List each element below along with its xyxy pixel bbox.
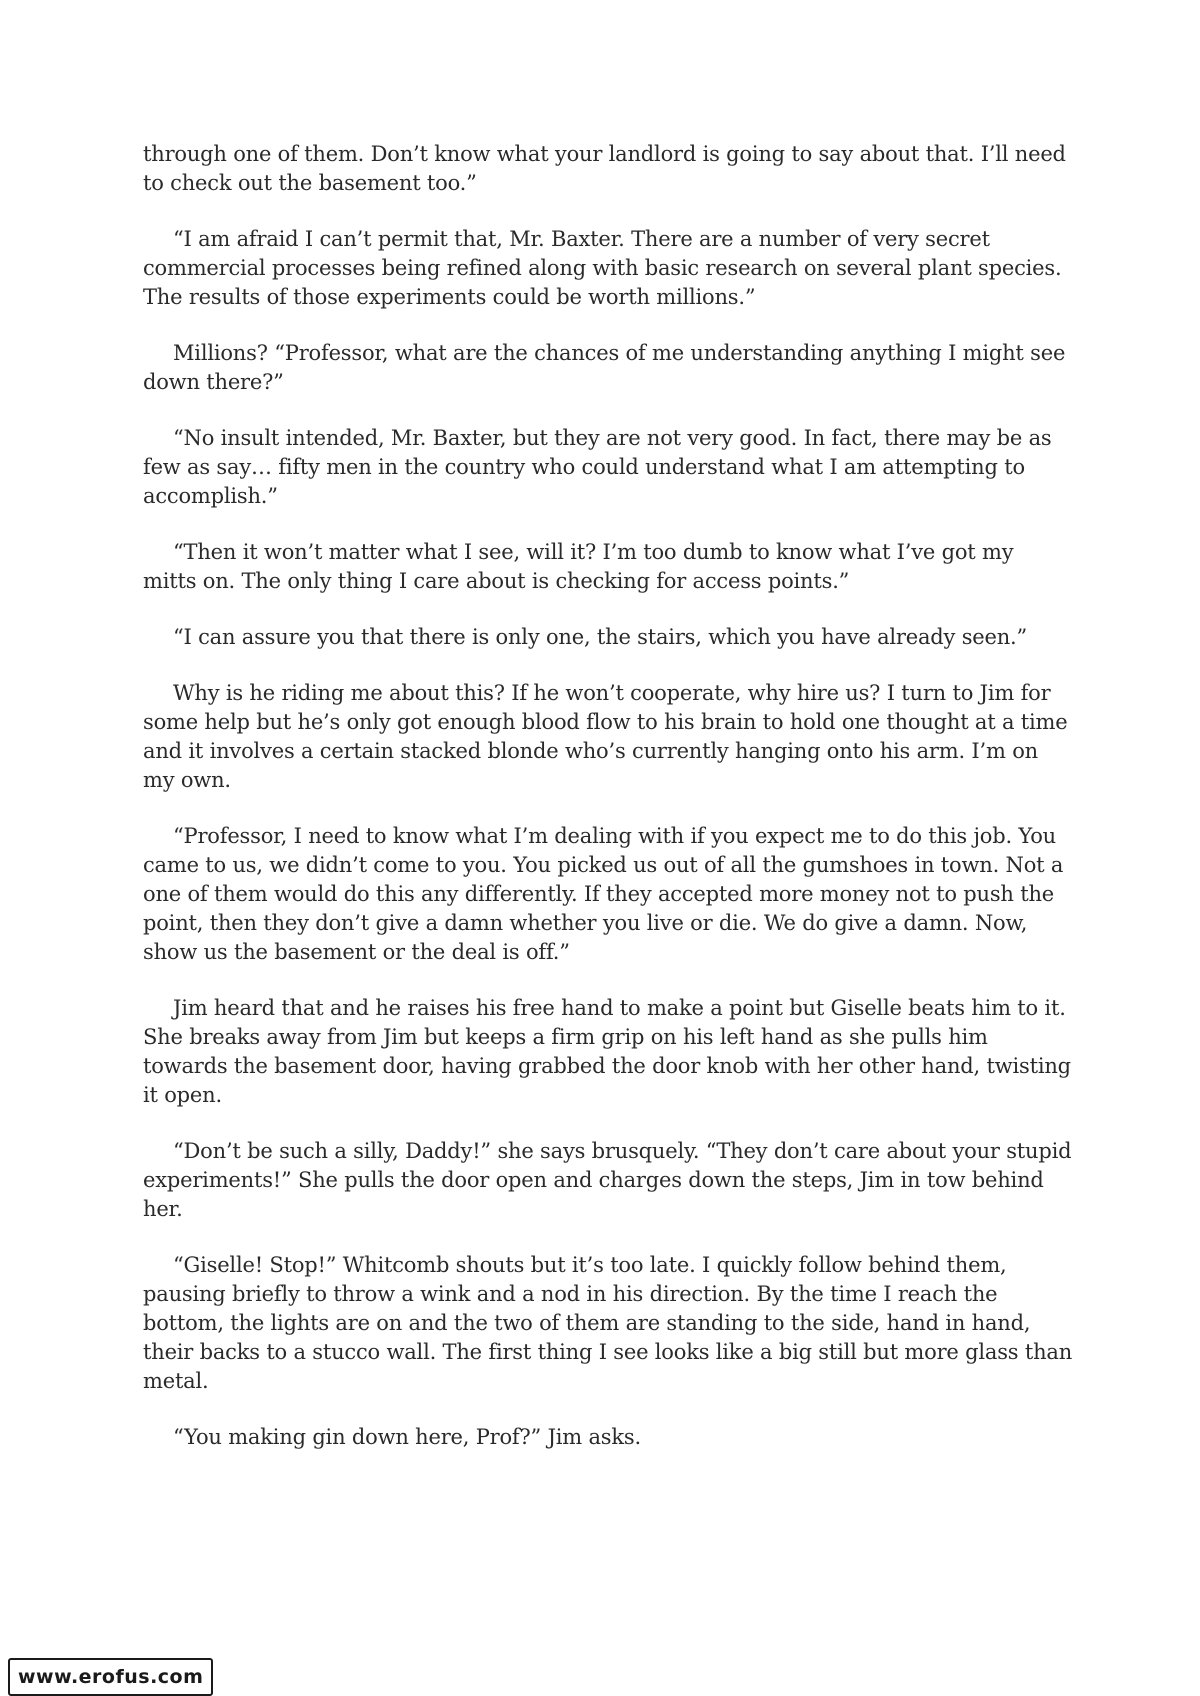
paragraph: “Giselle! Stop!” Whitcomb shouts but it’s too late. I quickly follow behind them, pausing briefly to throw a wink and a nod in his direction. By the time I reach the bottom, the lights are on and the two of them are standing to the side, hand in hand, their backs to a stucco wall. The first thing I see looks like a big still but more glass than metal. xyxy=(143,1253,1073,1393)
paragraph: Millions? “Professor, what are the chances of me understanding anything I might see down there?” xyxy=(143,341,1066,394)
paragraph: “Then it won’t matter what I see, will it? I’m too dumb to know what I’ve got my mitts on. The only thing I care about is checking for access points.” xyxy=(143,540,1014,593)
site-watermark: www.erofus.com xyxy=(8,1658,213,1696)
paragraph: “I can assure you that there is only one, the stairs, which you have already seen.” xyxy=(173,625,1028,649)
paragraph: Jim heard that and he raises his free hand to make a point but Giselle beats him to it. She breaks away from Jim but keeps a firm grip on his left hand as she pulls him towards the basement door, having grabbed the door knob with her other hand, twisting it open. xyxy=(143,996,1071,1107)
paragraph: Why is he riding me about this? If he won’t cooperate, why hire us? I turn to Jim for some help but he’s only got enough blood flow to his brain to hold one thought at a time and it involves a certain stacked blonde who’s currently hanging onto his arm. I’m on my own. xyxy=(143,681,1068,792)
paragraph: “Professor, I need to know what I’m dealing with if you expect me to do this job. You came to us, we didn’t come to you. You picked us out of all the gumshoes in town. Not a one of them would do this any differently. If they accepted more money not to push the point, then they don’t give a damn whether you live or die. We do give a damn. Now, show us the basement or the deal is off.” xyxy=(143,824,1064,964)
paragraph: “Don’t be such a silly, Daddy!” she says brusquely. “They don’t care about your stupid experiments!” She pulls the door open and charges down the steps, Jim in tow behind her. xyxy=(143,1139,1072,1221)
paragraph: “I am afraid I can’t permit that, Mr. Baxter. There are a number of very secret commercial processes being refined along with basic research on several plant species. The results of those experiments could be worth millions.” xyxy=(143,227,1062,309)
paragraph: “No insult intended, Mr. Baxter, but they are not very good. In fact, there may be as few as say… fifty men in the country who could understand what I am attempting to accomplish.” xyxy=(143,426,1052,508)
story-text xyxy=(143,140,1073,1479)
paragraph: through one of them. Don’t know what your landlord is going to say about that. I’ll need to check out the basement too.” xyxy=(143,142,1066,195)
paragraph: “You making gin down here, Prof?” Jim asks. xyxy=(173,1425,641,1449)
